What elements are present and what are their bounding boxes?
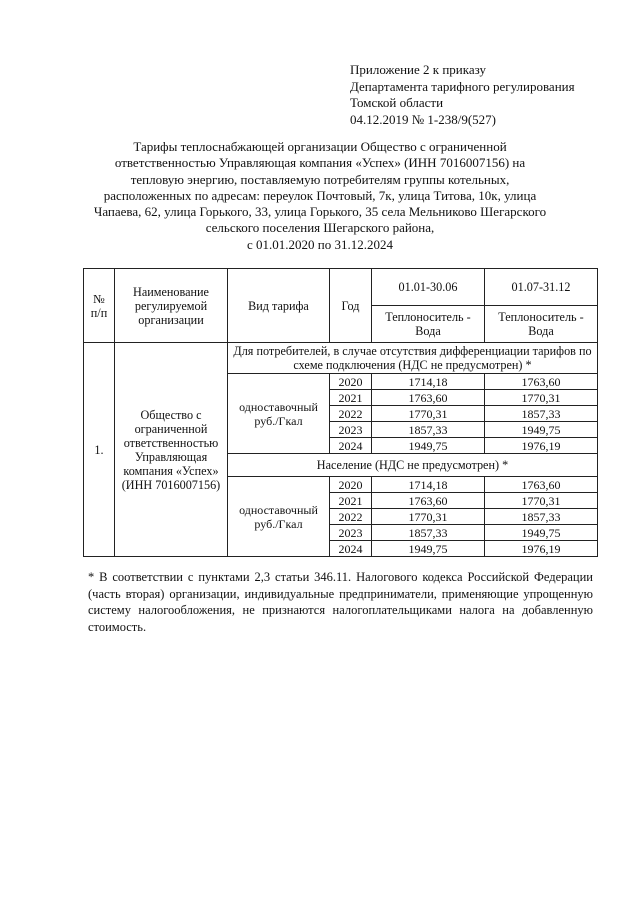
tariff-value-h2: 1949,75 xyxy=(485,525,598,541)
tariff-value-h1: 1857,33 xyxy=(372,525,485,541)
title-line: тепловую энергию, поставляемую потребителям группы котельных, xyxy=(130,171,510,187)
header-period-2: 01.07-31.12 xyxy=(485,269,598,306)
tariff-value-h2: 1976,19 xyxy=(485,541,598,557)
tariff-table xyxy=(83,268,598,557)
tariff-value-h2: 1770,31 xyxy=(485,390,598,406)
header-carrier-1: Теплоноситель - Вода xyxy=(372,306,485,343)
tariff-value-h2: 1949,75 xyxy=(485,422,598,438)
tariff-value-h2: 1770,31 xyxy=(485,493,598,509)
header-tariff-type: Вид тарифа xyxy=(228,269,330,343)
tariff-label: одноставочный руб./Гкал xyxy=(228,374,330,454)
year-cell: 2024 xyxy=(330,438,372,454)
row-number: 1. xyxy=(84,343,115,557)
header-carrier-2: Теплоноситель - Вода xyxy=(485,306,598,343)
tariff-value-h1: 1857,33 xyxy=(372,422,485,438)
title-line: ответственностью Управляющая компания «Успех» (ИНН 7016007156) на xyxy=(114,155,526,171)
tariff-value-h2: 1857,33 xyxy=(485,406,598,422)
appendix-line: 04.12.2019 № 1-238/9(527) xyxy=(350,111,497,127)
header-year: Год xyxy=(330,269,372,343)
tariff-value-h1: 1763,60 xyxy=(372,390,485,406)
section-title: Для потребителей, в случае отсутствия дифференциации тарифов по схеме подключения (НДС не предусмотрен) * xyxy=(228,343,598,374)
tariff-value-h1: 1714,18 xyxy=(372,374,485,390)
tariff-value-h1: 1714,18 xyxy=(372,477,485,493)
tariff-label: одноставочный руб./Гкал xyxy=(228,477,330,557)
tariff-value-h2: 1857,33 xyxy=(485,509,598,525)
tariff-value-h1: 1770,31 xyxy=(372,406,485,422)
year-cell: 2020 xyxy=(330,477,372,493)
year-cell: 2020 xyxy=(330,374,372,390)
year-cell: 2021 xyxy=(330,390,372,406)
appendix-line: Приложение 2 к приказу xyxy=(350,62,487,77)
tariff-value-h2: 1763,60 xyxy=(485,374,598,390)
section-title: Население (НДС не предусмотрен) * xyxy=(228,454,598,477)
year-cell: 2024 xyxy=(330,541,372,557)
title-line: расположенных по адресам: переулок Почтовый, 7к, улица Титова, 10к, улица xyxy=(103,187,537,203)
year-cell: 2023 xyxy=(330,525,372,541)
tariff-value-h1: 1763,60 xyxy=(372,493,485,509)
year-cell: 2023 xyxy=(330,422,372,438)
year-cell: 2022 xyxy=(330,406,372,422)
appendix-note xyxy=(350,62,575,128)
appendix-line: Департамента тарифного регулирования xyxy=(350,78,575,94)
year-cell: 2022 xyxy=(330,509,372,525)
appendix-line: Томской области xyxy=(350,95,444,110)
title-line: Чапаева, 62, улица Горького, 33, улица Горького, 35 села Мельниково Шегарского xyxy=(93,204,547,220)
title-line: с 01.01.2020 по 31.12.2024 xyxy=(247,236,393,252)
header-num: № п/п xyxy=(84,269,115,343)
year-cell: 2021 xyxy=(330,493,372,509)
title-line: сельского поселения Шегарского района, xyxy=(205,220,435,236)
header-organization: Наименование регулируемой организации xyxy=(115,269,228,343)
tariff-value-h2: 1763,60 xyxy=(485,477,598,493)
header-period-1: 01.01-30.06 xyxy=(372,269,485,306)
tariff-value-h1: 1949,75 xyxy=(372,438,485,454)
organization-name: Общество с ограниченной ответственностью Управляющая компания «Успех» (ИНН 7016007156) xyxy=(115,343,228,557)
footnote: * В соответствии с пунктами 2,3 статьи 346.11. Налогового кодекса Российской Федерации (часть вторая) организации, индивидуальные предприниматели, применяющие упрощенную систему налогообложения, не признаются налогоплательщиками налога на добавленную стоимость. xyxy=(88,570,593,634)
document-title xyxy=(70,139,570,253)
tariff-value-h1: 1949,75 xyxy=(372,541,485,557)
tariff-value-h2: 1976,19 xyxy=(485,438,598,454)
tariff-value-h1: 1770,31 xyxy=(372,509,485,525)
title-line: Тарифы теплоснабжающей организации Общество с ограниченной xyxy=(133,139,507,154)
